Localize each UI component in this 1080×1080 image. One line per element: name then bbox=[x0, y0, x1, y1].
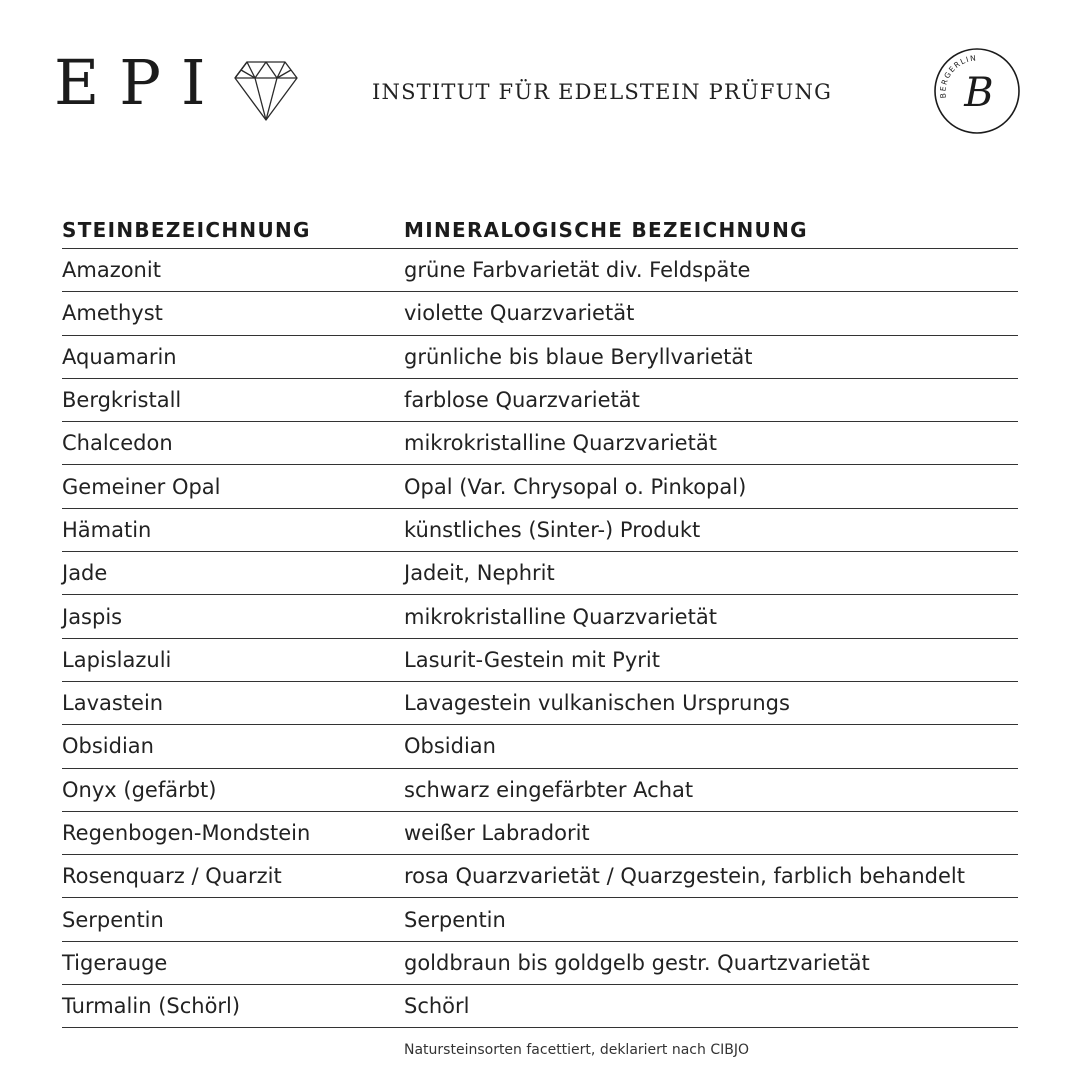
table-row bbox=[62, 942, 1018, 985]
table-row bbox=[62, 465, 1018, 508]
stone-name: Serpentin bbox=[62, 907, 164, 932]
stone-name: Jaspis bbox=[62, 604, 123, 629]
mineralogical-name: Schörl bbox=[404, 994, 470, 1019]
stone-name: Gemeiner Opal bbox=[62, 474, 221, 499]
stone-name: Onyx (gefärbt) bbox=[62, 777, 217, 802]
table-row bbox=[62, 769, 1018, 812]
mineralogical-name: grünliche bis blaue Beryllvarietät bbox=[404, 344, 753, 369]
mineralogical-name: grüne Farbvarietät div. Feldspäte bbox=[404, 258, 751, 283]
stone-name: Rosenquarz / Quarzit bbox=[62, 864, 282, 889]
table-row bbox=[62, 682, 1018, 725]
diamond-icon bbox=[233, 60, 299, 122]
mineralogical-name: violette Quarzvarietät bbox=[404, 301, 635, 326]
mineralogical-name: künstliches (Sinter-) Produkt bbox=[404, 517, 701, 542]
table-row bbox=[62, 379, 1018, 422]
table-header bbox=[62, 212, 1018, 249]
stone-name: Turmalin (Schörl) bbox=[62, 994, 241, 1019]
table-row bbox=[62, 552, 1018, 595]
stone-name: Lapislazuli bbox=[62, 647, 172, 672]
stone-name: Hämatin bbox=[62, 517, 152, 542]
mineralogical-name: Lasurit-Gestein mit Pyrit bbox=[404, 647, 660, 672]
gemstone-table bbox=[62, 212, 1018, 1028]
stone-name: Aquamarin bbox=[62, 344, 177, 369]
stone-name: Amethyst bbox=[62, 301, 163, 326]
mineralogical-name: farblose Quarzvarietät bbox=[404, 388, 640, 413]
table-row bbox=[62, 812, 1018, 855]
mineralogical-name: Lavagestein vulkanischen Ursprungs bbox=[404, 691, 790, 716]
column-header-mineralogical: MINERALOGISCHE BEZEICHNUNG bbox=[404, 218, 808, 242]
table-row bbox=[62, 422, 1018, 465]
table-row bbox=[62, 639, 1018, 682]
mineralogical-name: Opal (Var. Chrysopal o. Pinkopal) bbox=[404, 474, 747, 499]
table-row bbox=[62, 249, 1018, 292]
table-row bbox=[62, 292, 1018, 335]
mineralogical-name: mikrokristalline Quarzvarietät bbox=[404, 431, 717, 456]
table-row bbox=[62, 336, 1018, 379]
epi-logo: EPI bbox=[54, 46, 226, 119]
table-row bbox=[62, 985, 1018, 1028]
stone-name: Jade bbox=[62, 561, 108, 586]
footnote: Natursteinsorten facettiert, deklariert nach CIBJO bbox=[404, 1042, 749, 1058]
mineralogical-name: schwarz eingefärbter Achat bbox=[404, 777, 694, 802]
bergerlin-seal bbox=[932, 46, 1022, 136]
mineralogical-name: mikrokristalline Quarzvarietät bbox=[404, 604, 717, 629]
table-row bbox=[62, 725, 1018, 768]
stone-name: Chalcedon bbox=[62, 431, 173, 456]
stone-name: Bergkristall bbox=[62, 388, 182, 413]
mineralogical-name: goldbraun bis goldgelb gestr. Quartzvarietät bbox=[404, 950, 870, 975]
institute-name: INSTITUT FÜR EDELSTEIN PRÜFUNG bbox=[372, 80, 833, 104]
stone-name: Tigerauge bbox=[62, 950, 168, 975]
table-row bbox=[62, 509, 1018, 552]
mineralogical-name: Obsidian bbox=[404, 734, 496, 759]
seal-text: BERGERLIN bbox=[938, 53, 978, 99]
stone-name: Amazonit bbox=[62, 258, 161, 283]
seal-letter: B bbox=[964, 70, 994, 116]
mineralogical-name: Serpentin bbox=[404, 907, 506, 932]
column-header-stone: STEINBEZEICHNUNG bbox=[62, 218, 311, 242]
table-row bbox=[62, 595, 1018, 638]
table-row bbox=[62, 898, 1018, 941]
stone-name: Regenbogen-Mondstein bbox=[62, 821, 311, 845]
stone-name: Obsidian bbox=[62, 734, 154, 759]
mineralogical-name: weißer Labradorit bbox=[404, 821, 590, 845]
table-row bbox=[62, 855, 1018, 898]
mineralogical-name: rosa Quarzvarietät / Quarzgestein, farblich behandelt bbox=[404, 864, 966, 889]
stone-name: Lavastein bbox=[62, 691, 164, 716]
mineralogical-name: Jadeit, Nephrit bbox=[404, 561, 555, 586]
